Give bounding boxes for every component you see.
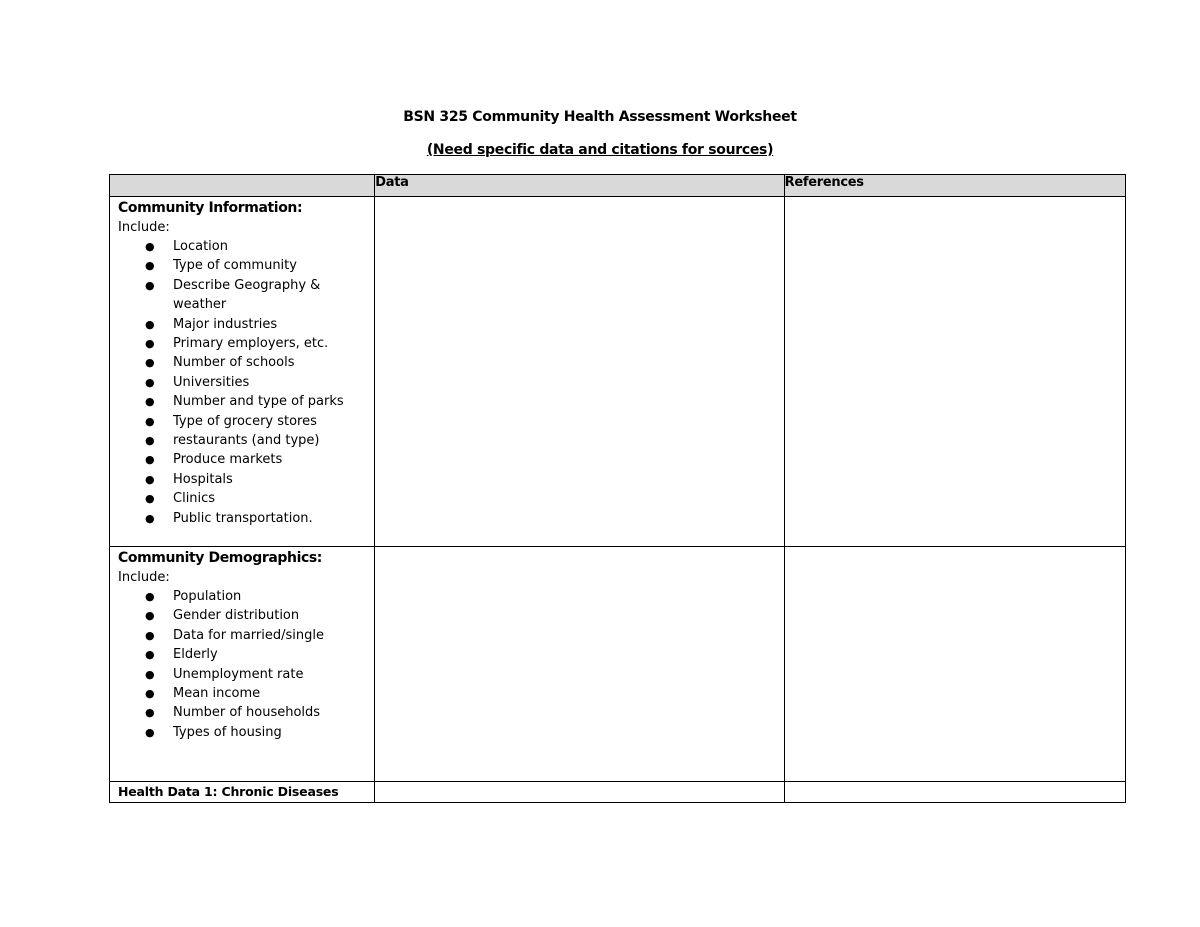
list-item-text: Clinics xyxy=(173,491,216,507)
bullet-icon: ● xyxy=(145,317,155,331)
list-item-text: Type of community xyxy=(173,258,297,274)
list-item-text: Universities xyxy=(173,374,250,390)
bullet-icon: ● xyxy=(145,375,155,389)
bullet-icon: ● xyxy=(145,667,155,681)
header-blank xyxy=(110,175,375,197)
assessment-table xyxy=(109,174,1126,803)
data-cell[interactable] xyxy=(375,547,784,782)
bullet-icon: ● xyxy=(145,687,155,701)
list-item-text: Major industries xyxy=(173,316,278,332)
list-item-text: Types of housing xyxy=(173,724,282,740)
include-label: Include: xyxy=(118,570,170,585)
references-cell[interactable] xyxy=(784,782,1125,803)
list-item xyxy=(118,665,374,684)
table-row-community-demographics xyxy=(110,547,1126,782)
data-cell[interactable] xyxy=(375,782,784,803)
bullet-icon: ● xyxy=(145,511,155,525)
list-item-text: Hospitals xyxy=(173,471,233,487)
bullet-icon: ● xyxy=(145,492,155,506)
list-item-text: Gender distribution xyxy=(173,608,300,624)
bullet-icon: ● xyxy=(145,628,155,642)
list-item-text: Location xyxy=(173,239,228,254)
list-item xyxy=(118,276,374,315)
list-item-text: Produce markets xyxy=(173,452,283,468)
bullet-list xyxy=(118,587,374,742)
bullet-icon: ● xyxy=(145,648,155,662)
community-information-cell xyxy=(110,197,375,547)
header-references: References xyxy=(784,175,1125,197)
list-item xyxy=(118,509,374,528)
list-item xyxy=(118,587,374,606)
include-label: Include: xyxy=(118,220,170,235)
section-title: Community Demographics: xyxy=(118,550,323,566)
bullet-icon: ● xyxy=(145,337,155,351)
list-item-text: Data for married/single xyxy=(173,627,324,643)
list-item xyxy=(118,684,374,703)
list-item-text: Elderly xyxy=(173,647,218,663)
list-item-text: restaurants (and type) xyxy=(173,433,320,449)
list-item-text: Number and type of parks xyxy=(173,394,344,410)
list-item xyxy=(118,431,374,450)
list-item-text: Describe Geography & weather xyxy=(173,277,321,313)
list-item-text: Number of households xyxy=(173,705,321,721)
list-item-text: Population xyxy=(173,589,242,604)
list-item-text: Public transportation. xyxy=(173,510,313,526)
header-data: Data xyxy=(375,175,784,197)
list-item xyxy=(118,237,374,256)
bullet-icon: ● xyxy=(145,434,155,448)
list-item-text: Unemployment rate xyxy=(173,666,304,682)
list-item-text: Primary employers, etc. xyxy=(173,336,329,352)
list-item xyxy=(118,373,374,392)
list-item xyxy=(118,392,374,411)
bullet-icon: ● xyxy=(145,706,155,720)
list-item xyxy=(118,450,374,469)
list-item xyxy=(118,315,374,334)
bullet-icon: ● xyxy=(145,414,155,428)
list-item xyxy=(118,334,374,353)
bullet-icon: ● xyxy=(145,240,155,253)
list-item xyxy=(118,723,374,742)
bullet-list xyxy=(118,237,374,528)
bullet-icon: ● xyxy=(145,609,155,623)
section-title: Community Information: xyxy=(118,200,303,216)
table-row-community-information xyxy=(110,197,1126,547)
bullet-icon: ● xyxy=(145,395,155,409)
bullet-icon: ● xyxy=(145,453,155,467)
list-item xyxy=(118,606,374,625)
list-item-text: Number of schools xyxy=(173,355,295,371)
list-item xyxy=(118,626,374,645)
references-cell[interactable] xyxy=(784,197,1125,547)
list-item xyxy=(118,645,374,664)
health-data-cell xyxy=(110,782,375,803)
references-cell[interactable] xyxy=(784,547,1125,782)
community-demographics-cell xyxy=(110,547,375,782)
bullet-icon: ● xyxy=(145,725,155,739)
table-row-health-data xyxy=(110,782,1126,803)
table-header-row xyxy=(110,175,1126,197)
data-cell[interactable] xyxy=(375,197,784,547)
list-item xyxy=(118,412,374,431)
bullet-icon: ● xyxy=(145,472,155,486)
bullet-icon: ● xyxy=(145,590,155,603)
page-subtitle: (Need specific data and citations for sources) xyxy=(426,142,774,158)
list-item xyxy=(118,256,374,275)
list-item xyxy=(118,489,374,508)
bullet-icon: ● xyxy=(145,278,155,292)
list-item xyxy=(118,470,374,489)
page-title: BSN 325 Community Health Assessment Worksheet xyxy=(403,109,797,125)
bullet-icon: ● xyxy=(145,259,155,273)
health-data-label: Health Data 1: Chronic Diseases xyxy=(118,784,339,799)
list-item xyxy=(118,703,374,722)
bullet-icon: ● xyxy=(145,356,155,370)
list-item-text: Mean income xyxy=(173,686,261,702)
list-item-text: Type of grocery stores xyxy=(173,413,317,429)
list-item xyxy=(118,353,374,372)
